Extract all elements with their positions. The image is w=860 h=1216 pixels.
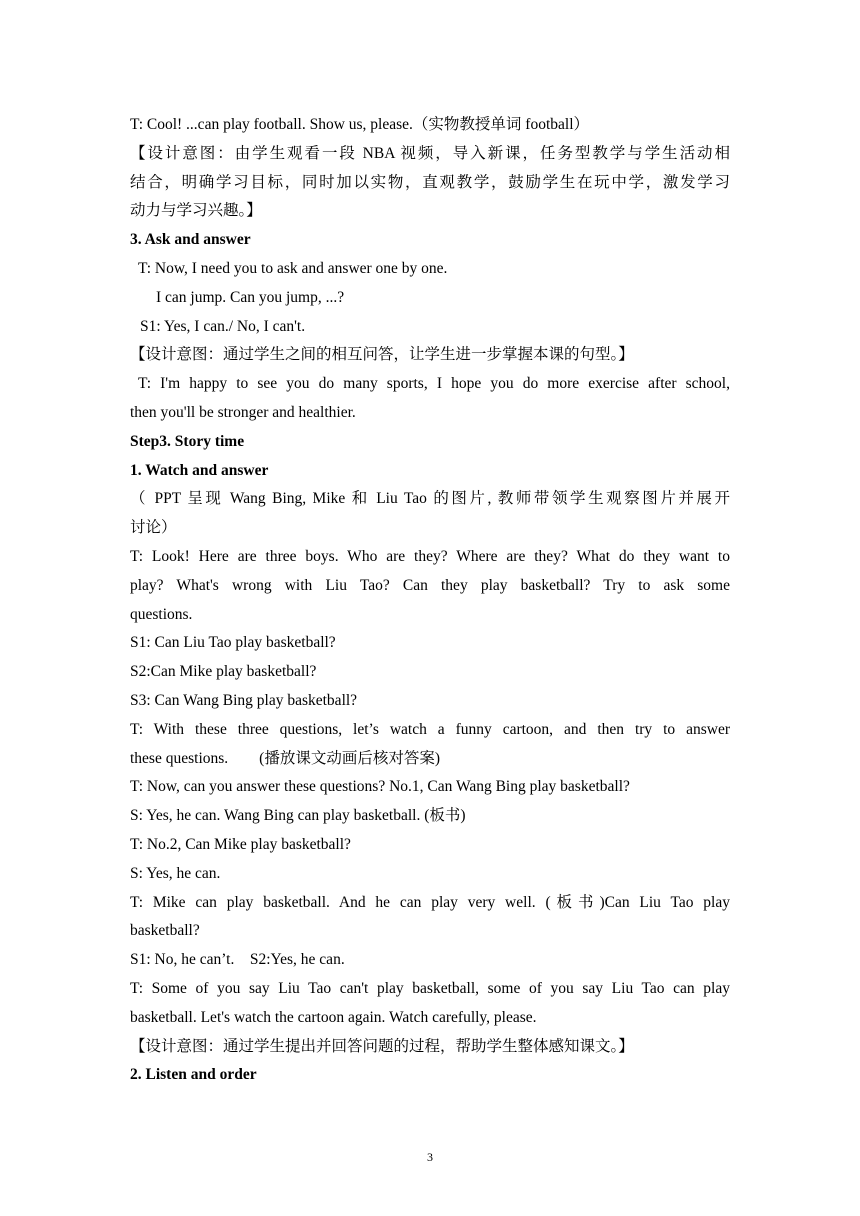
text-line: （ PPT 呈现 Wang Bing, Mike 和 Liu Tao 的图片, 教师带领学生观察图片并展开 <box>130 490 730 508</box>
text-line: 动力与学习兴趣。】 <box>130 202 262 220</box>
text-line: S2:Can Mike play basketball? <box>130 663 317 681</box>
text-line: 【设计意图：通过学生提出并回答问题的过程，帮助学生整体感知课文。】 <box>130 1037 634 1055</box>
text-line: basketball? <box>130 922 200 940</box>
text-line: S1: Yes, I can./ No, I can't. <box>140 317 306 335</box>
text-line: basketball. Let's watch the cartoon again. Watch carefully, please. <box>130 1008 537 1026</box>
text-line: 【设计意图：由学生观看一段 NBA 视频，导入新课，任务型教学与学生活动相 <box>130 144 730 162</box>
text-line: 结合，明确学习目标，同时加以实物，直观教学，鼓励学生在玩中学，激发学习 <box>130 173 730 191</box>
section-heading: Step3. Story time <box>130 432 245 450</box>
text-line: questions. <box>130 605 193 623</box>
text-line: 讨论） <box>130 519 177 537</box>
page-number: 3 <box>427 1150 433 1164</box>
text-line: I can jump. Can you jump, ...? <box>156 288 345 306</box>
text-line: T: Now, can you answer these questions? No.1, Can Wang Bing play basketball? <box>130 778 630 796</box>
text-line: 【设计意图：通过学生之间的相互问答，让学生进一步掌握本课的句型。】 <box>130 346 634 364</box>
text-line: S: Yes, he can. Wang Bing can play basketball. (板书) <box>130 807 466 825</box>
document-body <box>130 111 730 1090</box>
text-line: T: Now, I need you to ask and answer one by one. <box>138 259 448 277</box>
text-line: S1: Can Liu Tao play basketball? <box>130 634 336 652</box>
text-line: T: No.2, Can Mike play basketball? <box>130 835 351 853</box>
text-line: T: Look! Here are three boys. Who are they? Where are they? What do they want to <box>130 547 730 565</box>
text-line: T: Mike can play basketball. And he can play very well. (板书)Can Liu Tao play <box>130 893 730 911</box>
text-line: T: I'm happy to see you do many sports, I hope you do more exercise after school, <box>138 375 730 393</box>
text-line: then you'll be stronger and healthier. <box>130 403 356 421</box>
text-line: S1: No, he can’t. S2:Yes, he can. <box>130 951 345 969</box>
section-heading: 3. Ask and answer <box>130 231 251 249</box>
text-line: S: Yes, he can. <box>130 864 221 882</box>
section-heading: 2. Listen and order <box>130 1066 257 1084</box>
section-heading: 1. Watch and answer <box>130 461 269 479</box>
text-line: these questions. (播放课文动画后核对答案) <box>130 749 440 767</box>
text-line: T: Some of you say Liu Tao can't play basketball, some of you say Liu Tao can play <box>130 979 730 997</box>
text-line: S3: Can Wang Bing play basketball? <box>130 691 358 709</box>
text-line: play? What's wrong with Liu Tao? Can they play basketball? Try to ask some <box>130 576 730 594</box>
text-line: T: Cool! ...can play football. Show us, please.（实物教授单词 football） <box>130 116 589 133</box>
text-line: T: With these three questions, let’s watch a funny cartoon, and then try to answer <box>130 720 730 738</box>
